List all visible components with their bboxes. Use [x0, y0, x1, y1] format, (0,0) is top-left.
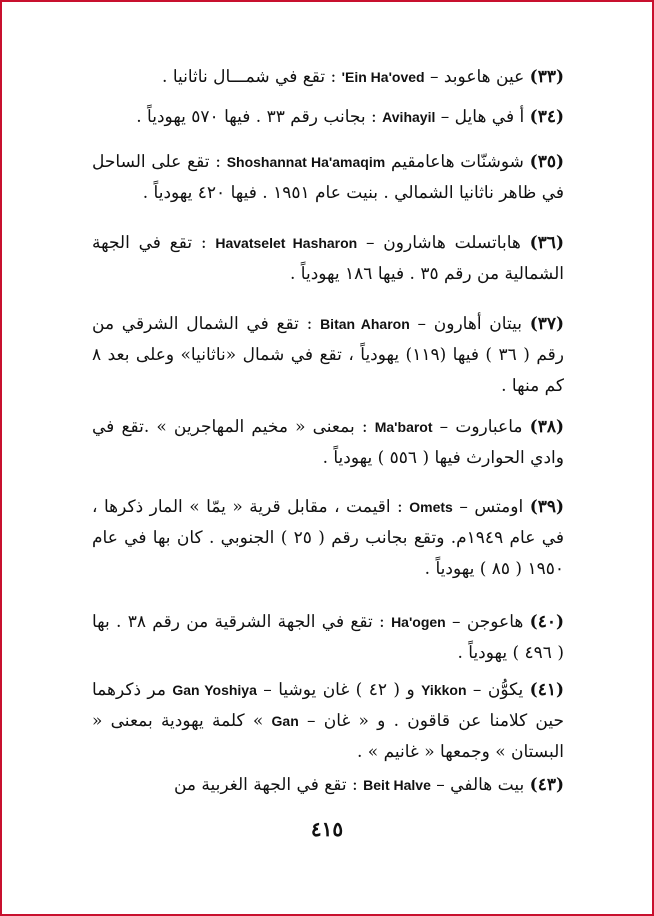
- entry-number: (٣٣): [529, 67, 564, 87]
- entry-38: [92, 412, 564, 474]
- entry-text: : تقع في شمـــال ناثانيا .: [162, 67, 337, 87]
- entry-34: [92, 102, 564, 133]
- entry-number: (٣٦): [529, 233, 564, 253]
- entry-text: : تقع على الساحل في ظاهر ناثانيا الشمالي . بنيت عام ١٩٥١ . فيها ٤٢٠ يهودياً .: [92, 152, 564, 203]
- entry-arabic-name: هاباتسلت هاشارون –: [366, 233, 521, 253]
- entry-39: [92, 492, 564, 585]
- entry-text: : بمعنى « مخيم المهاجرين » .تقع في وادي الحوارث فيها ( ٥٥٦ ) يهودياً .: [92, 417, 564, 468]
- entry-latin-name: 'Ein Ha'oved: [341, 69, 425, 85]
- entry-text-3: » كلمة يهودية بمعنى « البستان » وجمعها « غانيم » .: [92, 711, 564, 762]
- entry-latin-name: Havatselet Hasharon: [215, 235, 358, 251]
- entry-latin-name: Bitan Aharon: [320, 316, 410, 332]
- entry-latin-name: Shoshannat Ha'amaqim: [226, 154, 386, 170]
- entry-arabic-name: أ في هايل –: [440, 107, 525, 127]
- entry-number: (٤٣): [529, 775, 564, 795]
- entry-latin-name: Yikkon: [421, 682, 467, 698]
- entry-text: : تقع في الجهة الشمالية من رقم ٣٥ . فيها ١٨٦ يهودياً .: [92, 233, 564, 284]
- entry-number: (٣٧): [529, 314, 565, 334]
- entry-43: [92, 770, 564, 801]
- entry-40: [92, 607, 564, 669]
- entry-number: (٣٤): [529, 107, 564, 127]
- entry-latin-name: Omets: [409, 499, 453, 515]
- entry-36: [92, 228, 564, 290]
- entry-33: [92, 62, 564, 93]
- entry-number: (٣٨): [529, 417, 565, 437]
- entry-latin-name-2: Gan Yoshiya: [172, 682, 257, 698]
- entry-text-2: مر ذكرهما حين كلامنا عن قاقون . و « غان –: [92, 680, 565, 731]
- entry-text: : تقع في الشمال الشرقي من رقم ( ٣٦ ) فيها (١١٩) يهودياً ، تقع في شمال «ناثانيا» وعلى بعد ٨ كم منها .: [92, 314, 564, 396]
- entry-text: : تقع في الجهة الشرقية من رقم ٣٨ . بها ( ٤٩٦ ) يهودياً .: [92, 612, 564, 663]
- entry-37: [92, 309, 564, 402]
- entry-latin-name: Ma'barot: [374, 419, 433, 435]
- entry-number: (٣٩): [529, 497, 565, 517]
- entry-text: : تقع في الجهة الغربية من: [173, 775, 358, 795]
- entry-number: (٤١): [529, 680, 565, 700]
- page-number: ٤١٥: [310, 817, 344, 841]
- entry-35: [92, 147, 564, 209]
- entry-latin-name-3: Gan: [271, 713, 299, 729]
- entry-arabic-name: عين هاعوبد –: [429, 67, 525, 87]
- entry-number: (٣٥): [529, 152, 564, 172]
- entry-arabic-name: شوشنّات هاعامقيم: [390, 152, 524, 172]
- entry-text: و ( ٤٢ ) غان يوشيا –: [263, 680, 415, 700]
- entry-41-42: [92, 675, 564, 768]
- entry-arabic-name: بيتان أهارون –: [417, 314, 522, 334]
- entry-arabic-name: بيت هالفي –: [436, 775, 525, 795]
- entry-arabic-name: يكوُّن –: [472, 680, 524, 700]
- entry-number: (٤٠): [529, 612, 564, 632]
- entry-arabic-name: اومتس –: [459, 497, 524, 517]
- entry-latin-name: Beit Halve: [363, 777, 431, 793]
- entry-latin-name: Avihayil: [382, 109, 436, 125]
- entry-text: : اقيمت ، مقابل قرية « يمّا » المار ذكرها ، في عام ١٩٤٩م. وتقع بجانب رقم ( ٢٥ ) الجنوبي . كان بها في عام ١٩٥٠ ( ٨٥ ) يهودياً .: [92, 497, 564, 579]
- entry-latin-name: Ha'ogen: [391, 614, 446, 630]
- entry-arabic-name: ماعباروت –: [439, 417, 523, 437]
- entry-text: : بجانب رقم ٣٣ . فيها ٥٧٠ يهودياً .: [136, 107, 377, 127]
- entry-arabic-name: هاعوجن –: [452, 612, 524, 632]
